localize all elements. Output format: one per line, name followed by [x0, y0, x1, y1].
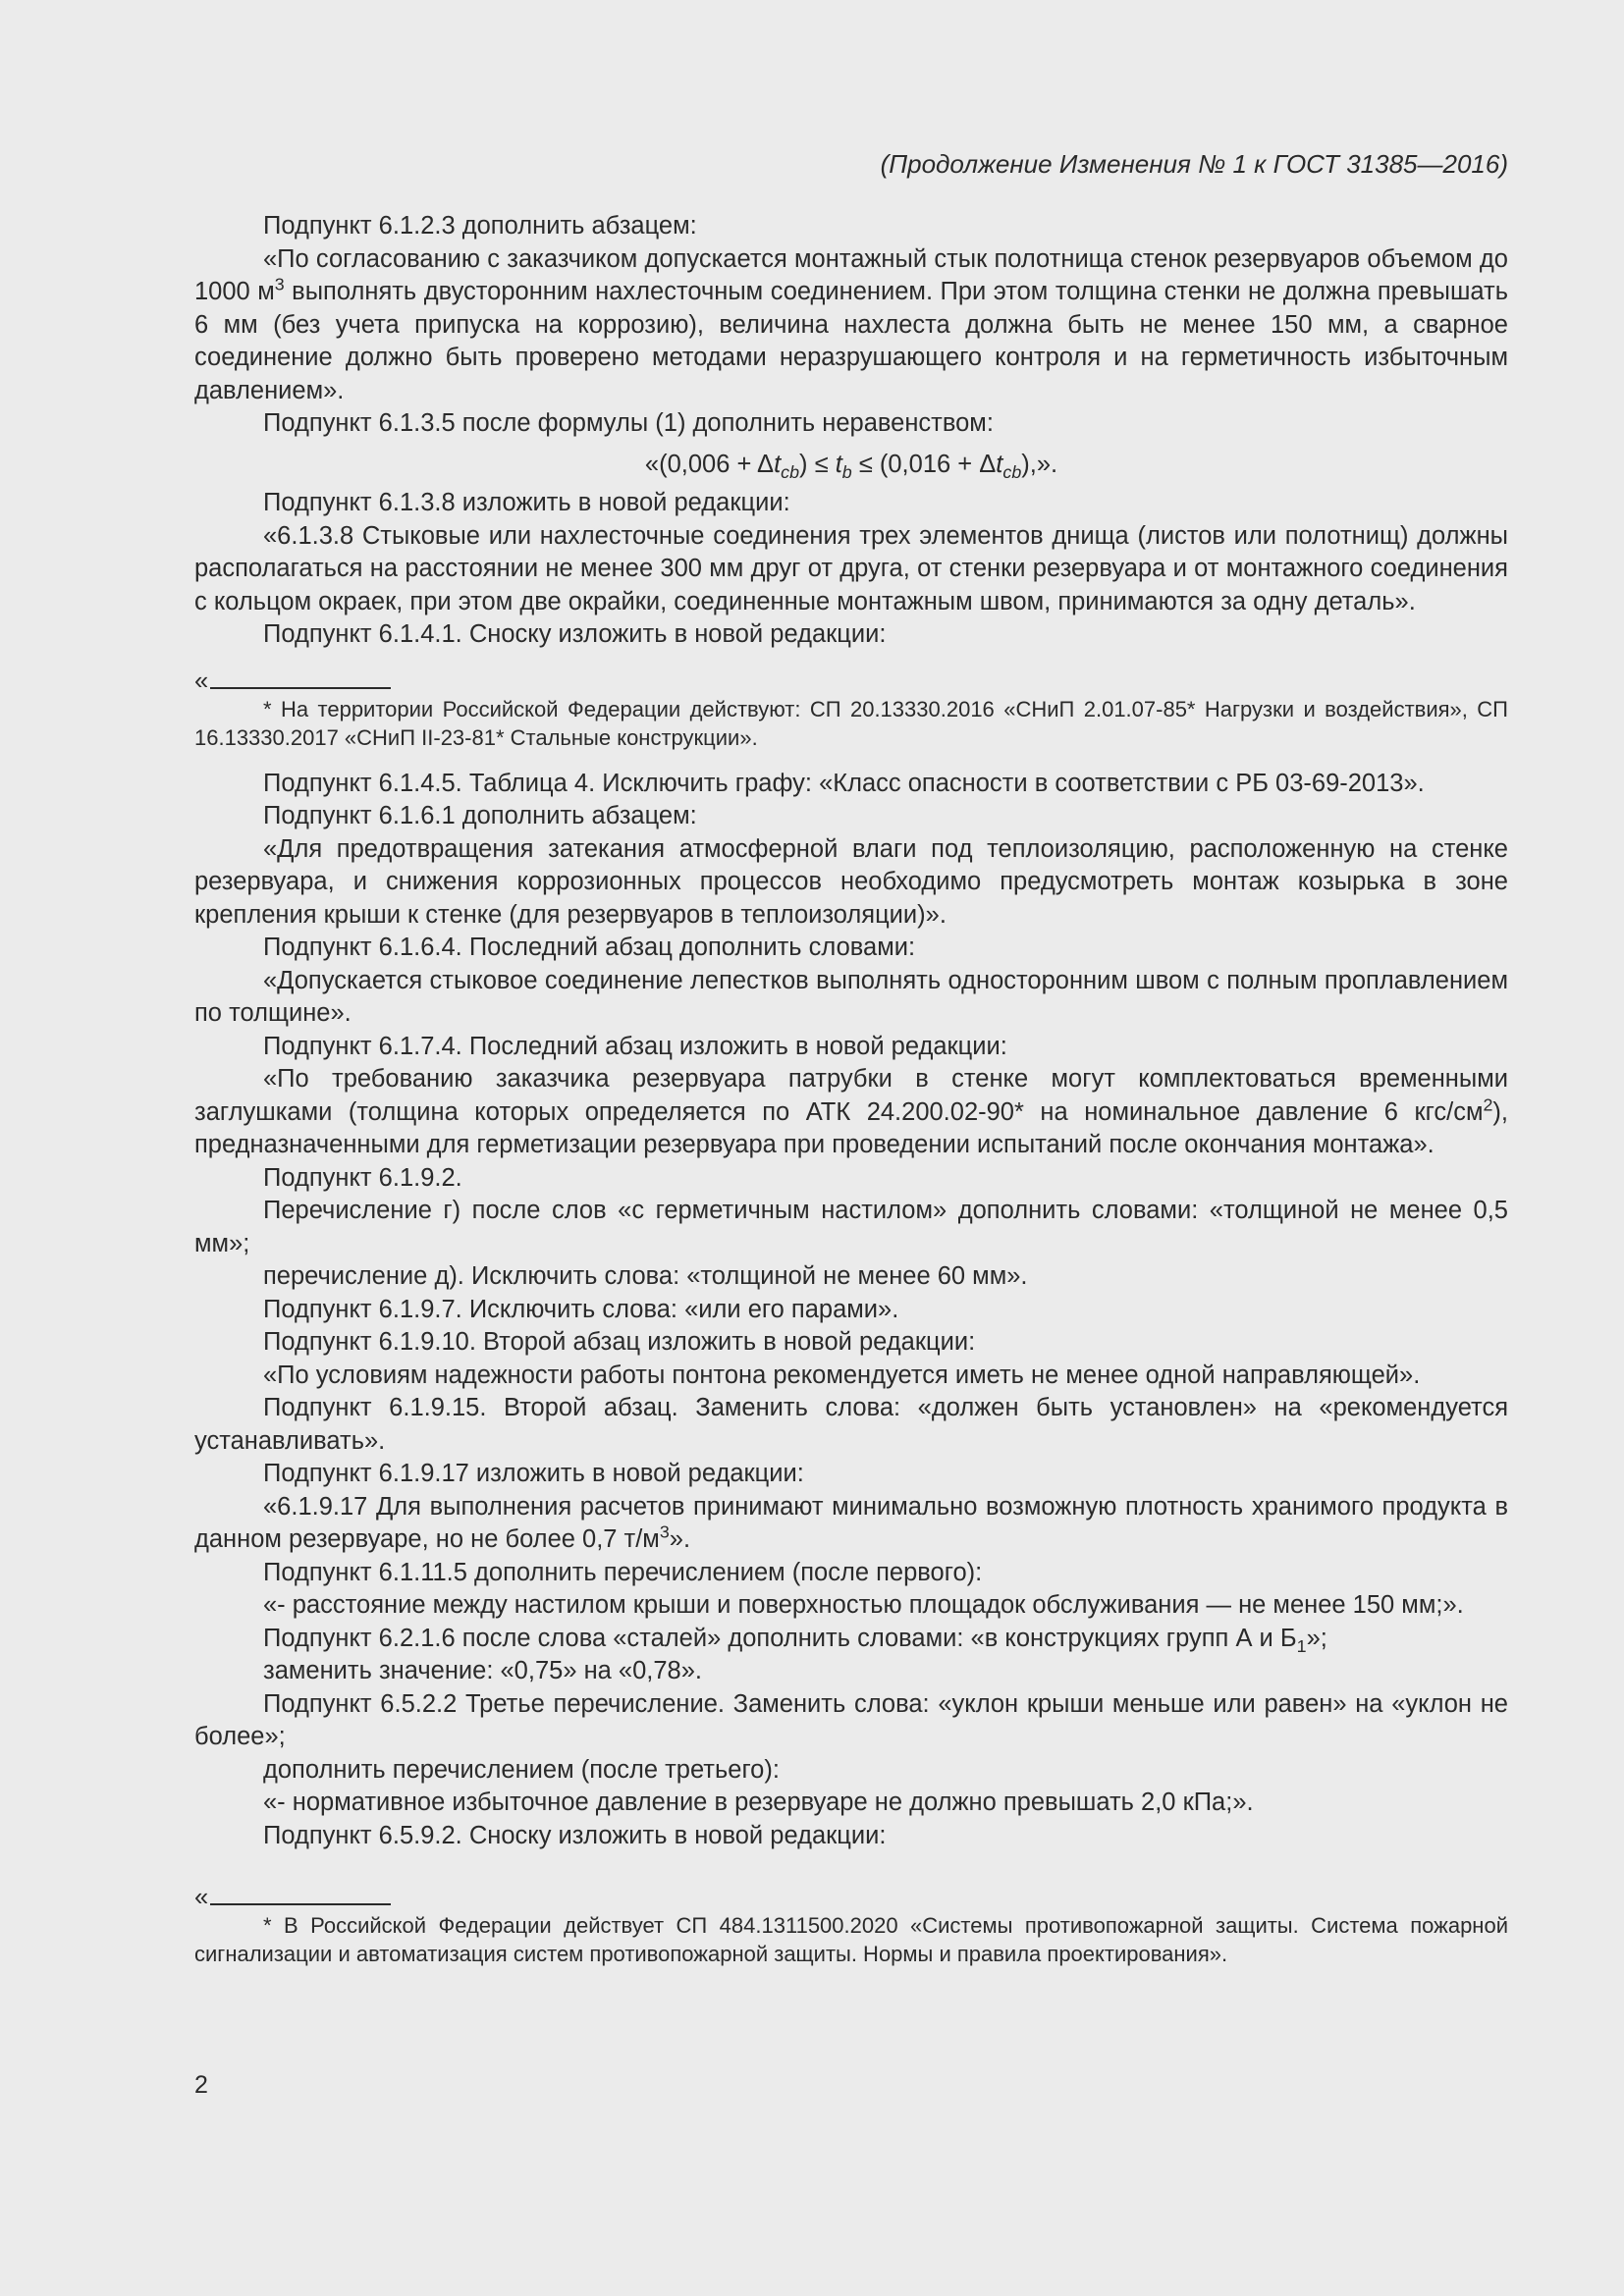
page-number: 2 [194, 2071, 208, 2099]
paragraph: «- нормативное избыточное давление в резервуаре не должно превышать 2,0 кПа;». [263, 1789, 1254, 1816]
paragraph: Подпункт 6.1.6.1 дополнить абзацем: [263, 802, 697, 829]
footnote-divider [210, 1903, 391, 1905]
paragraph: «По условиям надежности работы понтона рекомендуется иметь не менее одной направляющей». [263, 1361, 1421, 1389]
footnote [194, 1911, 1508, 1968]
paragraph: Подпункт 6.1.2.3 дополнить абзацем: [263, 212, 697, 240]
paragraph: Перечисление г) после слов «с герметичным настилом» дополнить словами: «толщиной не менее 0,5 мм»; [194, 1197, 1508, 1257]
paragraph: Подпункт 6.1.9.17 изложить в новой редакции: [263, 1460, 804, 1487]
paragraph: Подпункт 6.1.4.5. Таблица 4. Исключить графу: «Класс опасности в соответствии с РБ 03-69-2013». [263, 769, 1425, 797]
paragraph: Подпункт 6.1.4.1. Сноску изложить в новой редакции: [263, 620, 887, 648]
footnote [194, 695, 1508, 752]
paragraph: «По согласованию с заказчиком допускается монтажный стык полотнища стенок резервуаров объемом до 1000 $м^3$ выполнять двусторонним нахлесточным соединением. При этом толщина стенки не должна превышать 6 мм (без учета припуска на коррозию), величина нахлеста должна быть не менее 150 мм, а сварное соединение должно быть проверено методами неразрушающего контроля и на герметичность избыточным давлением». [194, 244, 1509, 404]
paragraph: заменить значение: «0,75» на «0,78». [263, 1657, 703, 1684]
footnote-divider [210, 687, 391, 689]
footnote-text: * В Российской Федерации действует СП 484.1311500.2020 «Системы противопожарной защиты. Система пожарной сигнализации и автоматизация систем противопожарной защиты. Нормы и правила проектирования». [194, 1913, 1508, 1966]
footnote-rule: « [194, 1882, 1508, 1911]
paragraph: «Допускается стыковое соединение лепестков выполнять односторонним швом с полным проплавлением по толщине». [194, 966, 1508, 1027]
paragraph: Подпункт 6.1.9.10. Второй абзац изложить в новой редакции: [263, 1328, 976, 1356]
paragraph: Подпункт 6.1.6.4. Последний абзац дополнить словами: [263, 934, 916, 961]
paragraph: Подпункт 6.5.9.2. Сноску изложить в новой редакции: [263, 1821, 887, 1849]
paragraph: Подпункт 6.2.1.6 после слова «сталей» дополнить словами: «в конструкциях групп А и $Б_1$»; [263, 1624, 1327, 1656]
paragraph: Подпункт 6.1.11.5 дополнить перечислением (после первого): [263, 1558, 983, 1586]
paragraph: Подпункт 6.1.9.7. Исключить слова: «или его парами». [263, 1295, 899, 1323]
document-body [194, 210, 1508, 1968]
paragraph: Подпункт 6.1.9.2. [263, 1163, 462, 1192]
paragraph: Подпункт 6.5.2.2 Третье перечисление. Заменить слова: «уклон крыши меньше или равен» на «уклон не более»; [194, 1689, 1508, 1750]
paragraph: Подпункт 6.1.9.15. Второй абзац. Заменить слова: «должен быть установлен» на «рекомендуется устанавливать». [194, 1394, 1508, 1455]
formula-inequality: «$(0,006 + \Delta t_{cb}) \le t_b \le (0,016 + \Delta t_{cb})$,». [644, 450, 1058, 482]
paragraph: «6.1.3.8 Стыковые или нахлесточные соединения трех элементов днища (листов или полотнищ) должны располагаться на расстоянии не менее 300 мм друг от друга, от стенки резервуара и от монтажного соединения с кольцом окраек, при этом две окрайки, соединенные монтажным швом, принимаются за одну деталь». [194, 521, 1508, 615]
paragraph: перечисление д). Исключить слова: «толщиной не менее 60 мм». [263, 1262, 1028, 1290]
paragraph: «- расстояние между настилом крыши и поверхностью площадок обслуживания — не менее 150 мм;». [263, 1591, 1464, 1619]
running-header: (Продолжение Изменения № 1 к ГОСТ 31385—2016) [880, 149, 1508, 179]
paragraph: «6.1.9.17 Для выполнения расчетов принимают минимально возможную плотность хранимого продукта в данном резервуаре, но не более 0,7 $т/м^3$». [194, 1492, 1508, 1553]
footnote-text: * На территории Российской Федерации действуют: СП 20.13330.2016 «СНиП 2.01.07-85* Нагрузки и воздействия», СП 16.13330.2017 «СНиП II-23-81* Стальные конструкции». [194, 696, 1508, 750]
paragraph: Подпункт 6.1.7.4. Последний абзац изложить в новой редакции: [263, 1032, 1007, 1060]
paragraph: дополнить перечислением (после третьего): [263, 1755, 780, 1784]
paragraph: «По требованию заказчика резервуара патрубки в стенке могут комплектоваться временными заглушками (толщина которых определяется по АТК 24.200.02-90* на номинальное давление 6 кгс/$см^2$), предназначенными для герметизации резервуара при проведении испытаний после окончания монтажа». [194, 1065, 1508, 1158]
paragraph: «Для предотвращения затекания атмосферной влаги под теплоизоляцию, расположенную на стенке резервуара, и снижения коррозионных процессов необходимо предусмотреть монтаж козырька в зоне крепления крыши к стенке (для резервуаров в теплоизоляции)». [194, 834, 1508, 929]
paragraph: Подпункт 6.1.3.5 после формулы (1) дополнить неравенством: [263, 409, 994, 437]
paragraph: Подпункт 6.1.3.8 изложить в новой редакции: [263, 489, 790, 516]
footnote-rule: « [194, 666, 1508, 695]
